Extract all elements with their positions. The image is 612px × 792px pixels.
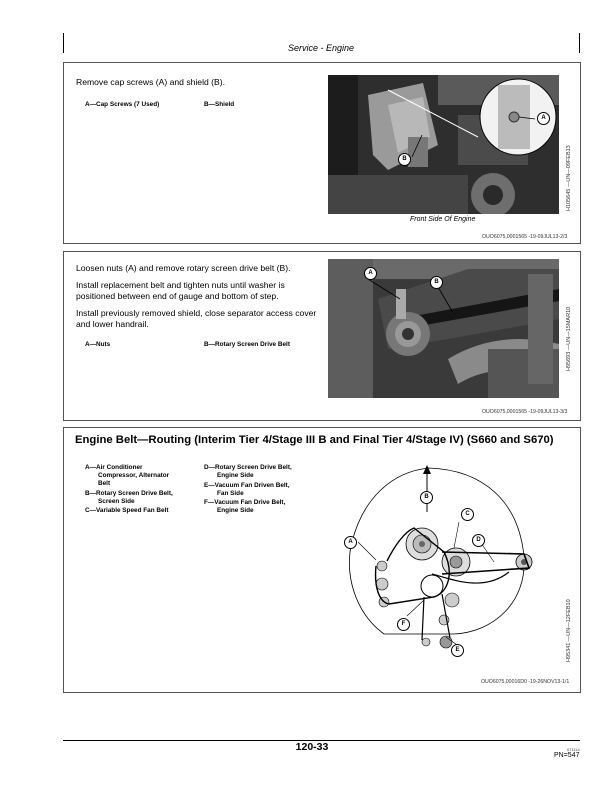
- callout-a: A: [537, 112, 550, 125]
- step-instruction: Remove cap screws (A) and shield (B).: [76, 77, 226, 87]
- belt-illustration: [328, 259, 559, 398]
- step-box-remove-shield: [63, 62, 581, 244]
- callout-c: C: [461, 508, 474, 521]
- page-number: 120-33: [295, 741, 329, 753]
- step-box-replace-belt: [63, 251, 581, 421]
- reference-code: OUO6075,0001565 -19-09JUL13-2/3: [482, 234, 568, 240]
- legend-item-a: A—Air Conditioner Compressor, Alternator Belt: [85, 464, 170, 487]
- callout-b: B: [430, 276, 443, 289]
- engine-shield-illustration: [328, 75, 559, 214]
- section-box-belt-routing: [63, 427, 581, 693]
- callout-b: B: [398, 153, 411, 166]
- legend-item-b: B—Shield: [204, 101, 235, 108]
- legend-item-d: D—Rotary Screen Drive Belt, Engine Side: [204, 464, 292, 479]
- step-paragraph-3: Install previously removed shield, close separator access cover and lower handrail.: [76, 308, 317, 329]
- callout-f: F: [397, 618, 410, 631]
- photo-rotary-screen-belt: [328, 259, 559, 398]
- legend-item-a: A—Cap Screws (7 Used): [85, 101, 160, 108]
- callout-e: E: [451, 644, 464, 657]
- figure-id: H105645 —UN—09FEB13: [566, 145, 572, 211]
- callout-b: B: [420, 491, 433, 504]
- legend-item-a: A—Nuts: [85, 341, 111, 348]
- footer-date-code: 071114: [567, 747, 580, 752]
- reference-code: OUO6075,0001565 -19-09JUL13-3/3: [482, 409, 568, 415]
- figure-id: H95693 —UN—15MAR10: [566, 306, 572, 371]
- step-paragraph-1: Loosen nuts (A) and remove rotary screen drive belt (B).: [76, 263, 291, 273]
- legend-item-b: B—Rotary Screen Drive Belt, Screen Side: [85, 490, 173, 505]
- section-title: Engine Belt—Routing (Interim Tier 4/Stage III B and Final Tier 4/Stage IV) (S660 and S670): [75, 434, 554, 446]
- callout-a: A: [364, 267, 377, 280]
- page-header-title: Service - Engine: [287, 43, 355, 53]
- footer-pn: PN=547: [554, 752, 580, 759]
- callout-a: A: [344, 536, 357, 549]
- legend-item-b: B—Rotary Screen Drive Belt: [204, 341, 290, 348]
- belt-routing-diagram: [334, 462, 559, 662]
- step-paragraph-2: Install replacement belt and tighten nuts until washer is positioned between end of gauge and bottom of step.: [76, 280, 285, 301]
- legend-item-f: F—Vacuum Fan Drive Belt, Engine Side: [204, 499, 286, 514]
- legend-item-c: C—Variable Speed Fan Belt: [85, 507, 169, 514]
- photo-front-side-of-engine: [328, 75, 559, 214]
- legend-item-e: E—Vacuum Fan Driven Belt, Fan Side: [204, 482, 290, 497]
- callout-d: D: [472, 534, 485, 547]
- figure-id: H95341 —UN—12FEB10: [566, 599, 572, 662]
- figure-caption: Front Side Of Engine: [410, 216, 476, 223]
- reference-code: OUO6075,00016D0 -19-26NOV13-1/1: [481, 679, 570, 685]
